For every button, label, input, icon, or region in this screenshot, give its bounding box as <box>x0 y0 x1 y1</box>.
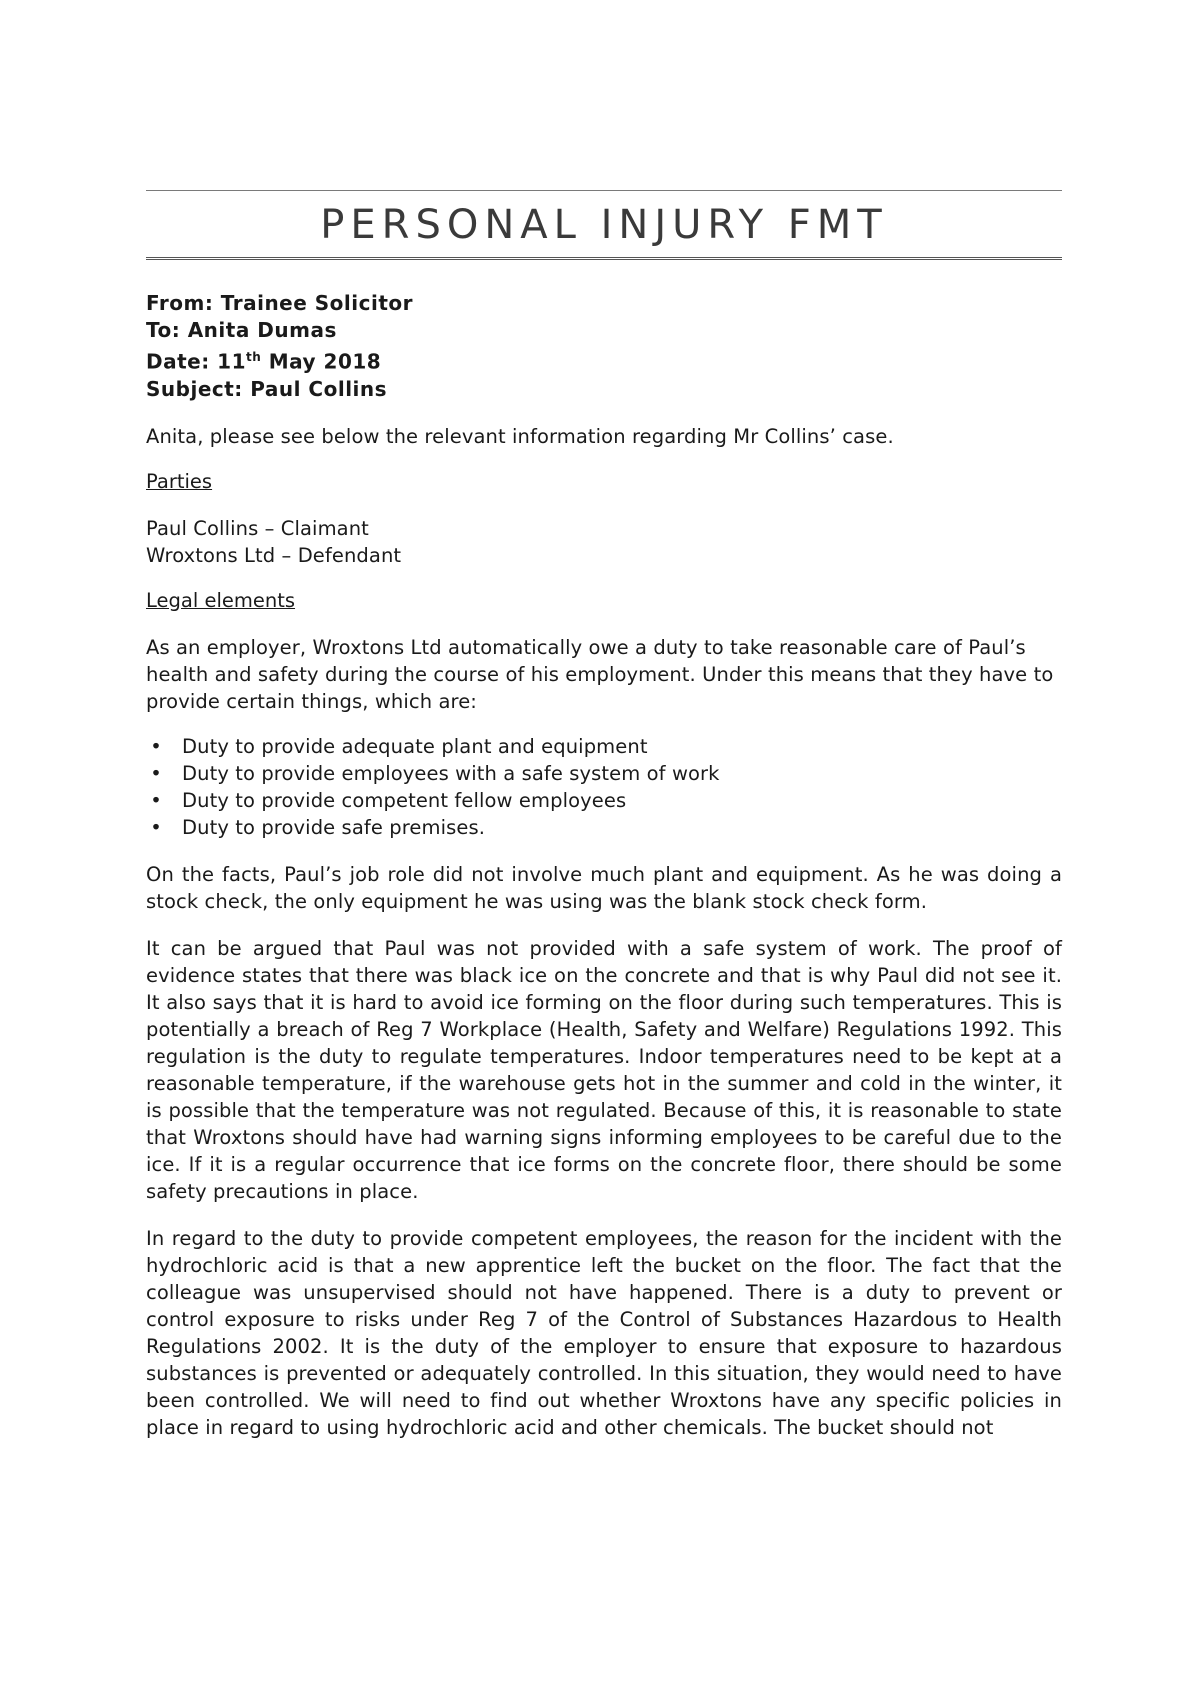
list-item <box>150 760 1062 787</box>
memo-date-sup: th <box>246 350 262 364</box>
title-top-rule <box>146 190 1062 191</box>
legal-paragraph-2: On the facts, Paul’s job role did not involve much plant and equipment. As he was doing a stock check, the only equipment he was using was the blank stock check form. <box>146 862 1062 913</box>
bullet-icon: • <box>150 734 162 758</box>
list-item-text: Duty to provide competent fellow employees <box>182 788 627 812</box>
parties-heading: Parties <box>146 469 213 493</box>
memo-from: From: Trainee Solicitor <box>146 291 414 315</box>
bullet-icon: • <box>150 761 162 785</box>
duties-list <box>146 733 1062 841</box>
list-item-text: Duty to provide safe premises. <box>182 815 486 839</box>
legal-paragraph-4: In regard to the duty to provide competent employees, the reason for the incident with the hydrochloric acid is that a new apprentice left the bucket on the floor. The fact that the colleague was unsupervised should not have happened. There is a duty to prevent or control exposure to risks under Reg 7 of the Control of Substances Hazardous to Health Regulations 2002. It is the duty of the employer to ensure that exposure to hazardous substances is prevented or adequately controlled. In this situation, they would need to have been controlled. We will need to find out whether Wroxtons have any specific policies in place in regard to using hydrochloric acid and other chemicals. The bucket should not <box>146 1226 1062 1439</box>
document-page <box>146 190 1062 1441</box>
list-item <box>150 814 1062 841</box>
list-item <box>150 787 1062 814</box>
legal-elements-heading: Legal elements <box>146 588 296 612</box>
title-bottom-rule <box>146 257 1062 260</box>
parties-list <box>146 515 1062 569</box>
list-item-text: Duty to provide adequate plant and equipment <box>182 734 648 758</box>
memo-date-prefix: Date: 11 <box>146 349 247 374</box>
list-item <box>150 733 1062 760</box>
bullet-icon: • <box>150 788 162 812</box>
document-title: PERSONAL INJURY FMT <box>320 202 888 248</box>
legal-paragraph-3: It can be argued that Paul was not provided with a safe system of work. The proof of evidence states that there was black ice on the concrete and that is why Paul did not see it. It also says that it is hard to avoid ice forming on the floor during such temperatures. This is potentially a breach of Reg 7 Workplace (Health, Safety and Welfare) Regulations 1992. This regulation is the duty to regulate temperatures. Indoor temperatures need to be kept at a reasonable temperature, if the warehouse gets hot in the summer and cold in the winter, it is possible that the temperature was not regulated. Because of this, it is reasonable to state that Wroxtons should have had warning signs informing employees to be careful due to the ice. If it is a regular occurrence that ice forms on the concrete floor, there should be some safety precautions in place. <box>146 936 1062 1203</box>
memo-date-suffix: May 2018 <box>261 349 382 374</box>
legal-paragraph-1: As an employer, Wroxtons Ltd automatically owe a duty to take reasonable care of Paul’s health and safety during the course of his employment. Under this means that they have to provide certain things, which are: <box>146 635 1054 713</box>
memo-header <box>146 290 1062 403</box>
memo-date <box>146 344 1062 376</box>
intro-paragraph: Anita, please see below the relevant information regarding Mr Collins’ case. <box>146 424 894 448</box>
list-item-text: Duty to provide employees with a safe system of work <box>182 761 720 785</box>
bullet-icon: • <box>150 815 162 839</box>
memo-to: To: Anita Dumas <box>146 318 337 342</box>
memo-subject: Subject: Paul Collins <box>146 376 388 401</box>
party-defendant: Wroxtons Ltd – Defendant <box>146 543 402 567</box>
party-claimant: Paul Collins – Claimant <box>146 516 369 540</box>
